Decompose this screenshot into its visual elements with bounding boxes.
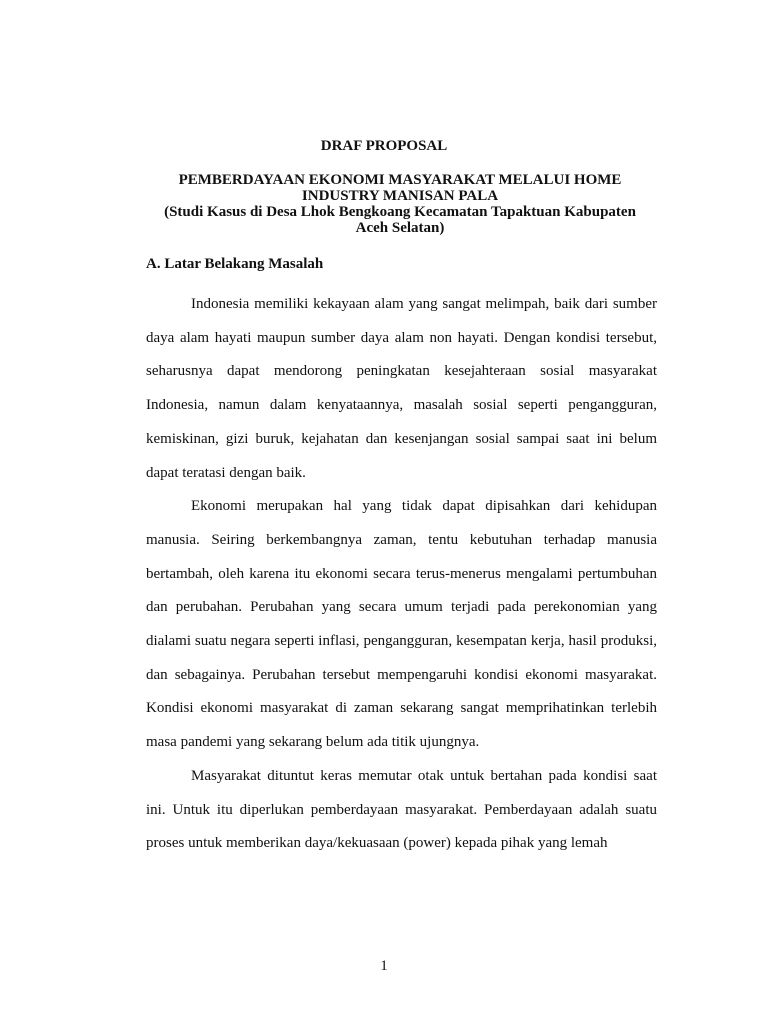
- document-subtitle: [140, 172, 660, 236]
- paragraph: Ekonomi merupakan hal yang tidak dapat dipisahkan dari kehidupan manusia. Seiring berkembangnya zaman, tentu kebutuhan terhadap manusia bertambah, oleh karena itu ekonomi secara terus-menerus mengalami pertumbuhan dan perubahan. Perubahan yang secara umum terjadi pada perekonomian yang dialami suatu negara seperti inflasi, pengangguran, kesempatan kerja, hasil produksi, dan sebagainya. Perubahan tersebut mempengaruhi kondisi ekonomi masyarakat. Kondisi ekonomi masyarakat di zaman sekarang sangat memprihatinkan terlebih masa pandemi yang sekarang belum ada titik ujungnya.: [146, 498, 657, 751]
- subtitle-line: PEMBERDAYAAN EKONOMI MASYARAKAT MELALUI HOME: [178, 172, 622, 188]
- body-text: [146, 288, 657, 861]
- subtitle-line: Aceh Selatan): [355, 220, 445, 236]
- document-title: DRAF PROPOSAL: [320, 138, 448, 154]
- paragraph: Masyarakat dituntut keras memutar otak untuk bertahan pada kondisi saat ini. Untuk itu diperlukan pemberdayaan masyarakat. Pemberdayaan adalah suatu proses untuk memberikan daya/kekuasaan (power) kepada pihak yang lemah: [146, 767, 657, 852]
- section-heading: A. Latar Belakang Masalah: [146, 256, 324, 272]
- page-number: 1: [380, 958, 388, 974]
- subtitle-line: INDUSTRY MANISAN PALA: [301, 188, 499, 204]
- subtitle-line: (Studi Kasus di Desa Lhok Bengkoang Kecamatan Tapaktuan Kabupaten: [164, 204, 636, 220]
- paragraph: Indonesia memiliki kekayaan alam yang sangat melimpah, baik dari sumber daya alam hayati maupun sumber daya alam non hayati. Dengan kondisi tersebut, seharusnya dapat mendorong peningkatan kesejahteraan sosial masyarakat Indonesia, namun dalam kenyataannya, masalah sosial seperti pengangguran, kemiskinan, gizi buruk, kejahatan dan kesenjangan sosial sampai saat ini belum dapat teratasi dengan baik.: [146, 296, 657, 481]
